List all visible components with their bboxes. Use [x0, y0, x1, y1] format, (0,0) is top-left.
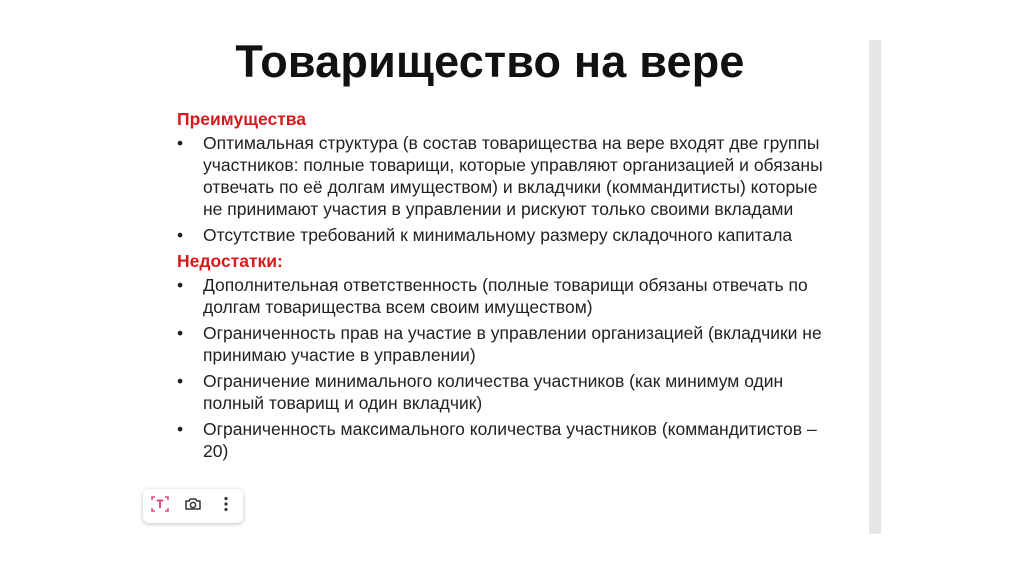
list-item-text: Ограниченность прав на участие в управлении организацией (вкладчики не принимаю участие в управлении) — [203, 323, 822, 365]
list-item-text: Дополнительная ответственность (полные товарищи обязаны отвечать по долгам товарищества всем своим имуществом) — [203, 275, 808, 317]
slide-title: Товарищество на вере — [235, 36, 745, 87]
bullet-icon: • — [177, 371, 184, 391]
bullet-icon: • — [177, 323, 184, 343]
scrollbar-track[interactable] — [869, 40, 881, 534]
list-item — [177, 418, 837, 462]
advantages-heading: Преимущества — [177, 109, 307, 129]
bullet-icon: • — [177, 275, 184, 295]
list-item — [177, 370, 837, 414]
more-vertical-icon — [216, 494, 236, 519]
text-select-icon — [150, 494, 170, 519]
list-item-text: Ограниченность максимального количества участников (коммандитистов – 20) — [203, 419, 817, 461]
advantages-list — [177, 132, 837, 246]
slide-content — [177, 108, 837, 466]
list-item — [177, 132, 837, 220]
list-item — [177, 322, 837, 366]
image-toolbar — [143, 489, 243, 523]
disadvantages-heading: Недостатки: — [177, 251, 283, 271]
list-item-text: Отсутствие требований к минимальному размеру складочного капитала — [203, 225, 793, 245]
list-item — [177, 274, 837, 318]
camera-lens-icon — [183, 494, 203, 519]
text-select-button[interactable] — [147, 493, 173, 519]
bullet-icon: • — [177, 133, 184, 153]
list-item — [177, 224, 837, 246]
bullet-icon: • — [177, 225, 184, 245]
list-item-text: Оптимальная структура (в состав товарищества на вере входят две группы участников: полные товарищи, которые управляют организацией и обязаны отвечать по её долгам имуществом) и вкладчики (коммандитисты) которые не принимают участия в управлении и рискуют только своими вкладами — [203, 133, 823, 219]
lens-search-button[interactable] — [180, 493, 206, 519]
more-options-button[interactable] — [213, 493, 239, 519]
list-item-text: Ограничение минимального количества участников (как минимум один полный товарищ и один вкладчик) — [203, 371, 784, 413]
bullet-icon: • — [177, 419, 184, 439]
disadvantages-list — [177, 274, 837, 462]
